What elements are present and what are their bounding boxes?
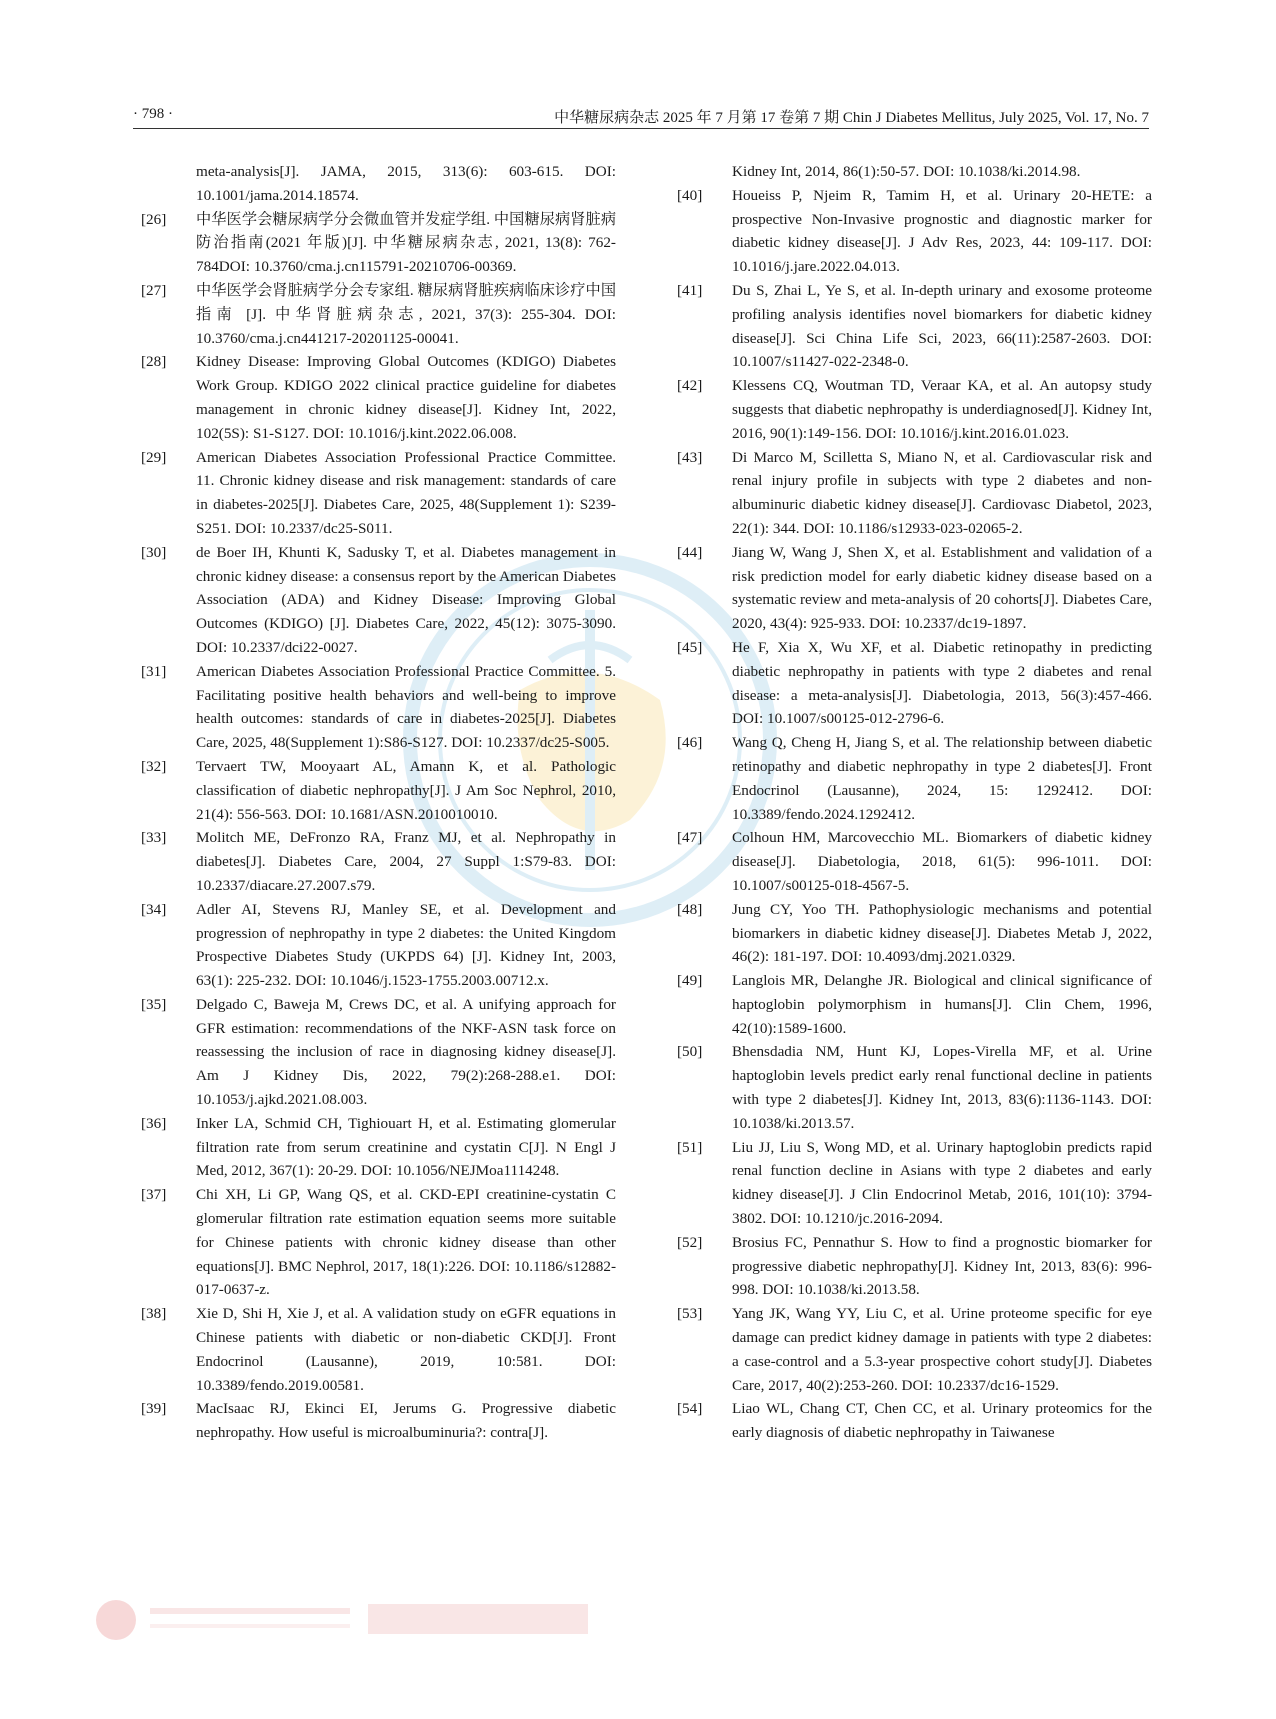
reference-entry — [677, 279, 1152, 374]
page-number: · 798 · — [133, 106, 173, 122]
reference-entry — [141, 350, 616, 445]
reference-entry — [677, 1397, 1152, 1445]
reference-entry — [141, 993, 616, 1112]
reference-number: [42] — [677, 377, 703, 395]
reference-number: [54] — [677, 1400, 703, 1418]
reference-entry — [677, 374, 1152, 445]
reference-entry — [677, 826, 1152, 897]
reference-entry — [141, 541, 616, 660]
reference-text: MacIsaac RJ, Ekinci EI, Jerums G. Progressive diabetic nephropathy. How useful is microalbuminuria?: contra[J]. — [196, 1400, 616, 1442]
reference-text: American Diabetes Association Professional Practice Committee. 11. Chronic kidney disease and risk management: standards of care in diabetes-2025[J]. Diabetes Care, 2025, 48(Supplement 1): S239-S251. DOI: 10.2337/dc25-S011. — [196, 448, 616, 537]
reference-number: [53] — [677, 1305, 703, 1323]
reference-text: Yang JK, Wang YY, Liu C, et al. Urine proteome specific for eye damage can predict kidney damage in patients with type 2 diabetes: a case-control and a 5.3-year prospective cohort study[J]. Diabetes Care, 2017, 40(2):253-260. DOI: 10.2337/dc16-1529. — [732, 1305, 1152, 1394]
reference-text: Inker LA, Schmid CH, Tighiouart H, et al. Estimating glomerular filtration rate from serum creatinine and cystatin C[J]. N Engl J Med, 2012, 367(1): 20-29. DOI: 10.1056/NEJMoa1114248. — [196, 1114, 616, 1180]
reference-number: [30] — [141, 543, 167, 561]
reference-entry — [677, 898, 1152, 969]
reference-text: Du S, Zhai L, Ye S, et al. In-depth urinary and exosome proteome profiling analysis identifies novel biomarkers for diabetic kidney disease[J]. Sci China Life Sci, 2023, 66(11):2587-2603. DOI: 10.1007/s11427-022-2348-0. — [732, 281, 1152, 371]
page-header — [133, 104, 1149, 129]
reference-entry — [677, 1136, 1152, 1231]
reference-number: [32] — [141, 757, 167, 775]
reference-entry — [677, 446, 1152, 541]
reference-number: [31] — [141, 662, 167, 680]
reference-entry — [677, 636, 1152, 731]
reference-text: Kidney Disease: Improving Global Outcomes (KDIGO) Diabetes Work Group. KDIGO 2022 clinical practice guideline for diabetes management in chronic kidney disease[J]. Kidney Int, 2022, 102(5S): S1-S127. DOI: 10.1016/j.kint.2022.06.008. — [196, 353, 616, 442]
reference-entry — [141, 1112, 616, 1183]
reference-entry — [677, 184, 1152, 279]
reference-number: [38] — [141, 1305, 167, 1323]
reference-number: [50] — [677, 1043, 703, 1061]
reference-entry — [141, 1397, 616, 1445]
reference-text: meta-analysis[J]. JAMA, 2015, 313(6): 603-615. DOI: 10.1001/jama.2014.18574. — [196, 163, 616, 204]
reference-text: Kidney Int, 2014, 86(1):50-57. DOI: 10.1038/ki.2014.98. — [732, 163, 1081, 180]
reference-number: [46] — [677, 734, 703, 752]
reference-entry — [141, 755, 616, 826]
reference-text: Klessens CQ, Woutman TD, Veraar KA, et al. An autopsy study suggests that diabetic nephropathy is underdiagnosed[J]. Kidney Int, 2016, 90(1):149-156. DOI: 10.1016/j.kint.2016.01.023. — [732, 377, 1152, 442]
reference-text: Liu JJ, Liu S, Wong MD, et al. Urinary haptoglobin predicts rapid renal function decline in Asians with type 2 diabetes and early kidney disease[J]. J Clin Endocrinol Metab, 2016, 101(10): 3794-3802. DOI: 10.1210/jc.2016-2094. — [732, 1138, 1152, 1228]
reference-entry — [141, 1302, 616, 1397]
reference-number: [37] — [141, 1186, 167, 1204]
reference-text: Delgado C, Baweja M, Crews DC, et al. A unifying approach for GFR estimation: recommendations of the NKF-ASN task force on reassessing the inclusion of race in diagnosing kidney disease[J]. Am J Kidney Dis, 2022, 79(2):268-288.e1. DOI: 10.1053/j.ajkd.2021.08.003. — [196, 995, 616, 1109]
reference-text: Langlois MR, Delanghe JR. Biological and clinical significance of haptoglobin polymorphism in humans[J]. Clin Chem, 1996, 42(10):1589-1600. — [732, 972, 1152, 1037]
reference-text: Colhoun HM, Marcovecchio ML. Biomarkers of diabetic kidney disease[J]. Diabetologia, 2018, 61(5): 996-1011. DOI: 10.1007/s00125-018-4567-5. — [732, 829, 1152, 894]
reference-number: [26] — [141, 210, 167, 228]
journal-citation: 中华糖尿病杂志 2025 年 7 月第 17 卷第 7 期 Chin J Diabetes Mellitus, July 2025, Vol. 17, No. 7 — [554, 110, 1149, 126]
references-right-column — [677, 160, 1152, 1445]
reference-number: [44] — [677, 543, 703, 561]
reference-text: Wang Q, Cheng H, Jiang S, et al. The relationship between diabetic retinopathy and diabetic nephropathy in type 2 diabetes[J]. Front Endocrinol (Lausanne), 2024, 15: 1292412. DOI: 10.3389/fendo.2024.1292412. — [732, 734, 1152, 823]
reference-text: Liao WL, Chang CT, Chen CC, et al. Urinary proteomics for the early diagnosis of diabetic nephropathy in Taiwanese — [732, 1400, 1152, 1442]
reference-text: Di Marco M, Scilletta S, Miano N, et al. Cardiovascular risk and renal injury profile in subjects with type 2 diabetes and non-albuminuric diabetic kidney disease[J]. Cardiovasc Diabetol, 2023, 22(1): 344. DOI: 10.1186/s12933-023-02065-2. — [732, 448, 1152, 537]
publisher-logo-icon — [88, 1596, 608, 1644]
reference-number: [48] — [677, 900, 703, 918]
reference-text: Brosius FC, Pennathur S. How to find a prognostic biomarker for progressive diabetic nephropathy[J]. Kidney Int, 2013, 83(6): 996-998. DOI: 10.1038/ki.2013.58. — [732, 1233, 1152, 1299]
reference-entry — [141, 160, 616, 208]
reference-text: de Boer IH, Khunti K, Sadusky T, et al. Diabetes management in chronic kidney disease: a consensus report by the American Diabetes Association (ADA) and Kidney Disease: Improving Global Outcomes (KDIGO) [J]. Diabetes Care, 2022, 45(12): 3075-3090. DOI: 10.2337/dci22-0027. — [196, 543, 616, 656]
references-left-column — [141, 160, 616, 1445]
reference-text: Tervaert TW, Mooyaart AL, Amann K, et al. Pathologic classification of diabetic nephropathy[J]. J Am Soc Nephrol, 2010, 21(4): 556-563. DOI: 10.1681/ASN.2010010010. — [196, 757, 616, 823]
reference-number: [45] — [677, 638, 703, 656]
reference-number: [43] — [677, 448, 703, 466]
reference-text: Adler AI, Stevens RJ, Manley SE, et al. Development and progression of nephropathy in type 2 diabetes: the United Kingdom Prospective Diabetes Study (UKPDS 64) [J]. Kidney Int, 2003, 63(1): 225-232. DOI: 10.1046/j.1523-1755.2003.00712.x. — [196, 900, 616, 990]
reference-number: [52] — [677, 1233, 703, 1251]
reference-number: [36] — [141, 1114, 167, 1132]
reference-entry — [677, 160, 1152, 184]
reference-number: [41] — [677, 281, 703, 299]
reference-entry — [141, 208, 616, 279]
reference-number: [27] — [141, 281, 167, 299]
reference-number: [40] — [677, 186, 703, 204]
reference-number: [39] — [141, 1400, 167, 1418]
reference-entry — [677, 1231, 1152, 1302]
reference-number: [49] — [677, 972, 703, 990]
reference-text: Jiang W, Wang J, Shen X, et al. Establishment and validation of a risk prediction model for early diabetic kidney disease based on a systematic review and meta-analysis of 20 cohorts[J]. Diabetes Care, 2020, 43(4): 925-933. DOI: 10.2337/dc19-1897. — [732, 543, 1152, 633]
reference-entry — [141, 826, 616, 897]
reference-text: American Diabetes Association Professional Practice Committee. 5. Facilitating positive health behaviors and well-being to improve health outcomes: standards of care in diabetes-2025[J]. Diabetes Care, 2025, 48(Supplement 1):S86-S127. DOI: 10.2337/dc25-S005. — [196, 662, 616, 752]
reference-text: He F, Xia X, Wu XF, et al. Diabetic retinopathy in predicting diabetic nephropathy in patients with type 2 diabetes and renal disease: a meta-analysis[J]. Diabetologia, 2013, 56(3):457-466. DOI: 10.1007/s00125-012-2796-6. — [732, 638, 1152, 728]
reference-number: [35] — [141, 995, 167, 1013]
reference-number: [33] — [141, 829, 167, 847]
reference-number: [28] — [141, 353, 167, 371]
reference-entry — [677, 541, 1152, 636]
reference-entry — [677, 731, 1152, 826]
reference-text: Xie D, Shi H, Xie J, et al. A validation study on eGFR equations in Chinese patients with diabetic or non-diabetic CKD[J]. Front Endocrinol (Lausanne), 2019, 10:581. DOI: 10.3389/fendo.2019.00581. — [196, 1305, 616, 1394]
reference-number: [29] — [141, 448, 167, 466]
reference-text: Chi XH, Li GP, Wang QS, et al. CKD-EPI creatinine-cystatin C glomerular filtration rate estimation equation seems more suitable for Chinese patients with chronic kidney disease than other equations[J]. BMC Nephrol, 2017, 18(1):226. DOI: 10.1186/s12882-017-0637-z. — [196, 1186, 616, 1299]
reference-text: Molitch ME, DeFronzo RA, Franz MJ, et al. Nephropathy in diabetes[J]. Diabetes Care, 2004, 27 Suppl 1:S79-83. DOI: 10.2337/diacare.27.2007.s79. — [196, 829, 616, 894]
reference-entry — [141, 1183, 616, 1302]
reference-entry — [141, 446, 616, 541]
reference-entry — [141, 279, 616, 350]
reference-text: 中华医学会肾脏病学分会专家组. 糖尿病肾脏疾病临床诊疗中国指南 [J]. 中华肾脏病杂志, 2021, 37(3): 255-304. DOI: 10.3760/cma.j.cn441217-20201125-00041. — [196, 281, 616, 347]
reference-entry — [141, 660, 616, 755]
reference-text: 中华医学会糖尿病学分会微血管并发症学组. 中国糖尿病肾脏病防治指南(2021 年版)[J]. 中华糖尿病杂志, 2021, 13(8): 762-784DOI: 10.3760/cma.j.cn115791-20210706-00369. — [196, 210, 616, 276]
reference-number: [34] — [141, 900, 167, 918]
reference-text: Bhensdadia NM, Hunt KJ, Lopes-Virella MF, et al. Urine haptoglobin levels predict early renal functional decline in patients with type 2 diabetes[J]. Kidney Int, 2013, 83(6):1136-1143. DOI: 10.1038/ki.2013.57. — [732, 1043, 1152, 1132]
reference-entry — [141, 898, 616, 993]
reference-entry — [677, 969, 1152, 1040]
reference-number: [47] — [677, 829, 703, 847]
reference-text: Houeiss P, Njeim R, Tamim H, et al. Urinary 20-HETE: a prospective Non-Invasive prognostic and diagnostic marker for diabetic kidney disease[J]. J Adv Res, 2023, 44: 109-117. DOI: 10.1016/j.jare.2022.04.013. — [732, 186, 1152, 276]
reference-entry — [677, 1302, 1152, 1397]
reference-text: Jung CY, Yoo TH. Pathophysiologic mechanisms and potential biomarkers in diabetic kidney disease[J]. Diabetes Metab J, 2022, 46(2): 181-197. DOI: 10.4093/dmj.2021.0329. — [732, 900, 1152, 966]
reference-entry — [677, 1040, 1152, 1135]
reference-number: [51] — [677, 1138, 703, 1156]
